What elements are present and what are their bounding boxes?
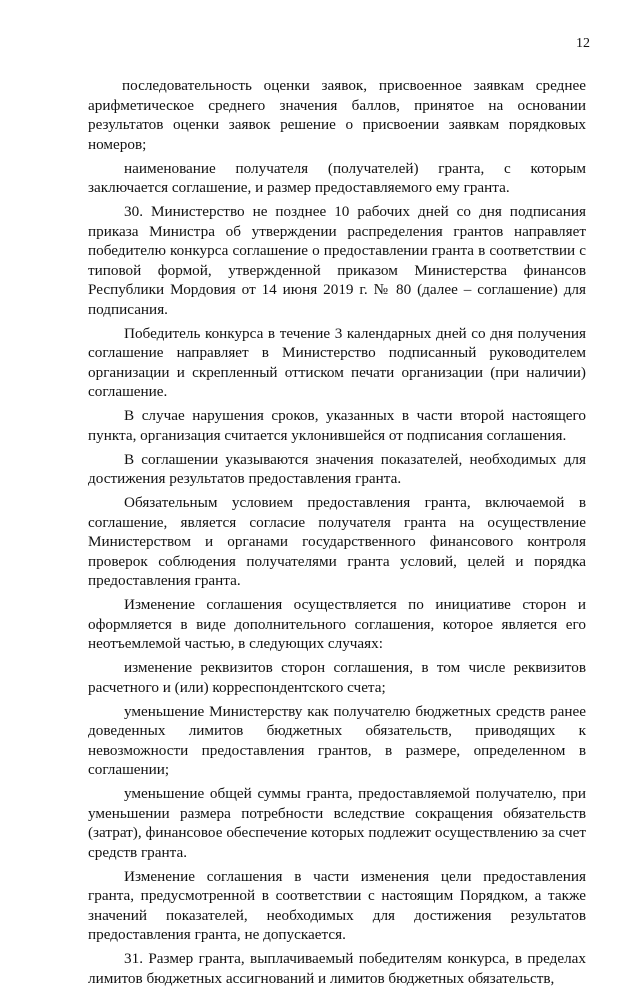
paragraph: уменьшение Министерству как получателю бюджетных средств ранее доведенных лимитов бюджетных обязательств, приводящих к невозможности предоставления грантов, в размере, определенном в соглашении; <box>88 702 586 778</box>
paragraph: 30. Министерство не позднее 10 рабочих дней со дня подписания приказа Министра об утверждении распределения грантов направляет победителю конкурса соглашение о предоставлении гранта в соответствии с типовой формой, утвержденной приказом Министерства финансов Республики Мордовия от 14 июня 2019 г. № 80 (далее – соглашение) для подписания. <box>88 203 586 318</box>
paragraph: изменение реквизитов сторон соглашения, в том числе реквизитов расчетного и (или) корреспондентского счета; <box>88 659 586 696</box>
paragraph: 31. Размер гранта, выплачиваемый победителям конкурса, в пределах лимитов бюджетных ассигнований и лимитов бюджетных обязательств, <box>88 950 586 987</box>
paragraph: Обязательным условием предоставления гранта, включаемой в соглашение, является согласие получателя гранта на осуществление Министерством и органами государственного финансового контроля проверок соблюдения получателями гранта условий, целей и порядка предоставления гранта. <box>88 494 586 589</box>
paragraph: В соглашении указываются значения показателей, необходимых для достижения результатов предоставления гранта. <box>88 450 586 487</box>
page-number: 12 <box>576 36 590 51</box>
document-body <box>88 76 586 993</box>
paragraph: Победитель конкурса в течение 3 календарных дней со дня получения соглашение направляет в Министерство подписанный руководителем организации и скрепленный оттиском печати организации (при наличии) соглашение. <box>88 324 586 400</box>
paragraph: Изменение соглашения осуществляется по инициативе сторон и оформляется в виде дополнительного соглашения, которое является его неотъемлемой частью, в следующих случаях: <box>88 596 586 652</box>
paragraph: В случае нарушения сроков, указанных в части второй настоящего пункта, организация считается уклонившейся от подписания соглашения. <box>88 407 586 444</box>
paragraph: наименование получателя (получателей) гранта, с которым заключается соглашение, и размер предоставляемого ему гранта. <box>88 159 586 196</box>
paragraph: последовательность оценки заявок, присвоенное заявкам среднее арифметическое среднего значения баллов, принятое на основании результатов оценки заявок решение о присвоении заявкам порядковых номеров; <box>88 77 586 153</box>
paragraph: уменьшение общей суммы гранта, предоставляемой получателю, при уменьшении размера потребности вследствие сокращения обязательств (затрат), финансовое обеспечение которых подлежит осуществлению за счет средств гранта. <box>88 785 586 861</box>
paragraph: Изменение соглашения в части изменения цели предоставления гранта, предусмотренной в соответствии с настоящим Порядком, а также значений показателей, необходимых для достижения результатов предоставления гранта, не допускается. <box>88 867 586 943</box>
